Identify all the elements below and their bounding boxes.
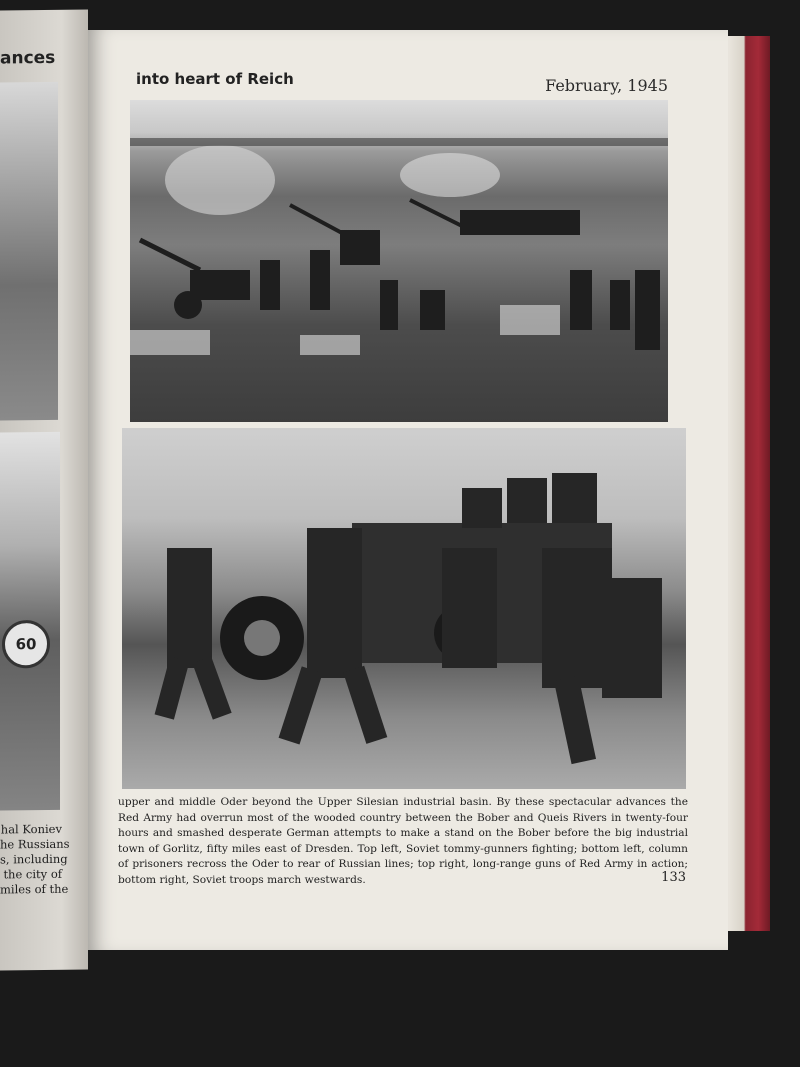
- road-sign: 60: [2, 620, 50, 669]
- left-line: he Russians: [0, 836, 70, 852]
- photo-soldiers-march: [122, 428, 686, 789]
- right-page: [88, 30, 728, 950]
- left-line: the city of: [3, 866, 62, 882]
- page-header-date: February, 1945: [545, 76, 668, 95]
- page-header-title: into heart of Reich: [136, 70, 294, 88]
- left-page-text: [0, 821, 70, 898]
- left-page: [0, 10, 88, 971]
- photo-caption: upper and middle Oder beyond the Upper Silesian industrial basin. By these spectacular advances the Red Army had overrun most of the wooded country between the Bober and Queis Rivers in twenty-four hours and smashed desperate German attempts to make a stand on the Bober before the big industrial town of Gorlitz, fifty miles east of Dresden. Top left, Soviet tommy-gunners fighting; bottom left, column of prisoners recross the Oder to rear of Russian lines; top right, long-range guns of Red Army in action; bottom right, Soviet troops march westwards.: [118, 796, 688, 886]
- left-line: s, including: [0, 851, 68, 867]
- photo-artillery: [130, 100, 668, 422]
- left-page-header: ances: [0, 47, 56, 69]
- soldiers-illustration: [122, 428, 686, 789]
- page-number: 133: [661, 870, 686, 885]
- artillery-illustration: [130, 100, 668, 422]
- left-photo-top: [0, 82, 58, 421]
- left-line: hal Koniev: [0, 821, 62, 837]
- left-line: miles of the: [0, 881, 69, 897]
